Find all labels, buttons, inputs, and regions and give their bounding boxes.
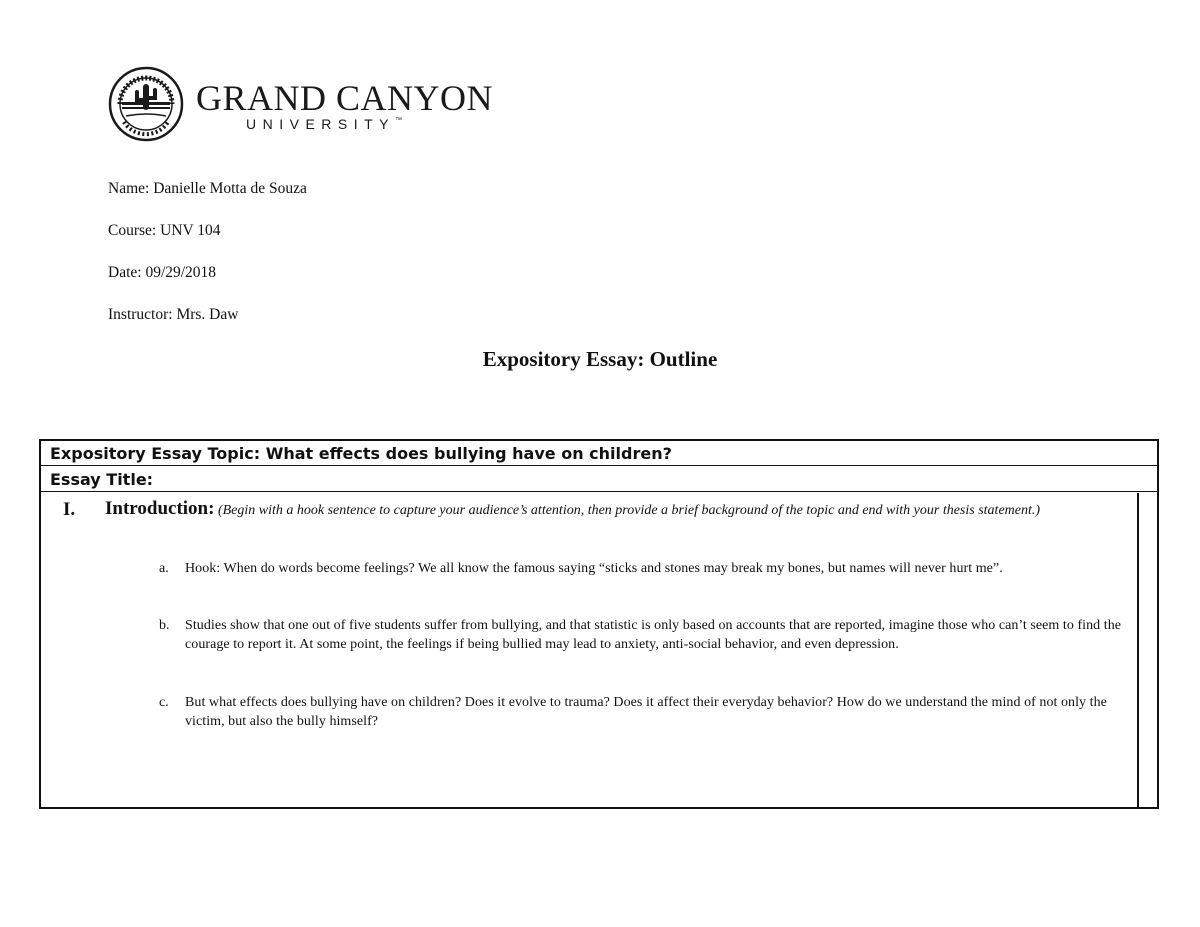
instructor-line: Instructor: Mrs. Daw: [108, 306, 239, 323]
outline-table: [39, 439, 1159, 809]
document-title: Expository Essay: Outline: [482, 347, 718, 371]
item-letter: c.: [159, 695, 169, 710]
trademark-mark: ™: [395, 117, 403, 124]
university-logo: [108, 66, 494, 142]
university-seal-icon: [108, 66, 184, 142]
section-heading-line: [105, 499, 1115, 520]
logo-subline-text: UNIVERSITY: [246, 116, 396, 132]
item-text: Studies show that one out of five students suffer from bullying, and that statistic is only based on accounts that are reported, imagine those who can’t seem to find the courage to report it. At some point, the feelings if being bullied may lead to anxiety, anti-social behavior, and even depression.: [185, 618, 1122, 652]
essay-topic-row: Expository Essay Topic: What effects does bullying have on children?: [41, 441, 1157, 466]
section-heading: Introduction:: [105, 498, 215, 519]
logo-subline: [246, 117, 402, 131]
section-instructions: (Begin with a hook sentence to capture your audience’s attention, then provide a brief background of the topic and end with your thesis statement.): [217, 503, 1041, 518]
table-inner-rule: [1137, 493, 1139, 807]
item-letter: b.: [159, 618, 170, 633]
item-text: Hook: When do words become feelings? We all know the famous saying “sticks and stones may break my bones, but names will never hurt me”.: [185, 561, 1003, 576]
date-line: Date: 09/29/2018: [108, 264, 217, 281]
item-letter: a.: [159, 561, 169, 576]
student-name: Name: Danielle Motta de Souza: [108, 180, 307, 197]
logo-wordmark: GRAND CANYON: [196, 78, 494, 118]
section-numeral: I.: [63, 499, 76, 520]
item-text: But what effects does bullying have on children? Does it evolve to trauma? Does it affect their everyday behavior? How do we understand the mind of not only the victim, but also the bully himself?: [185, 695, 1107, 729]
essay-title-row: Essay Title:: [41, 467, 1157, 492]
course-line: Course: UNV 104: [108, 222, 221, 239]
